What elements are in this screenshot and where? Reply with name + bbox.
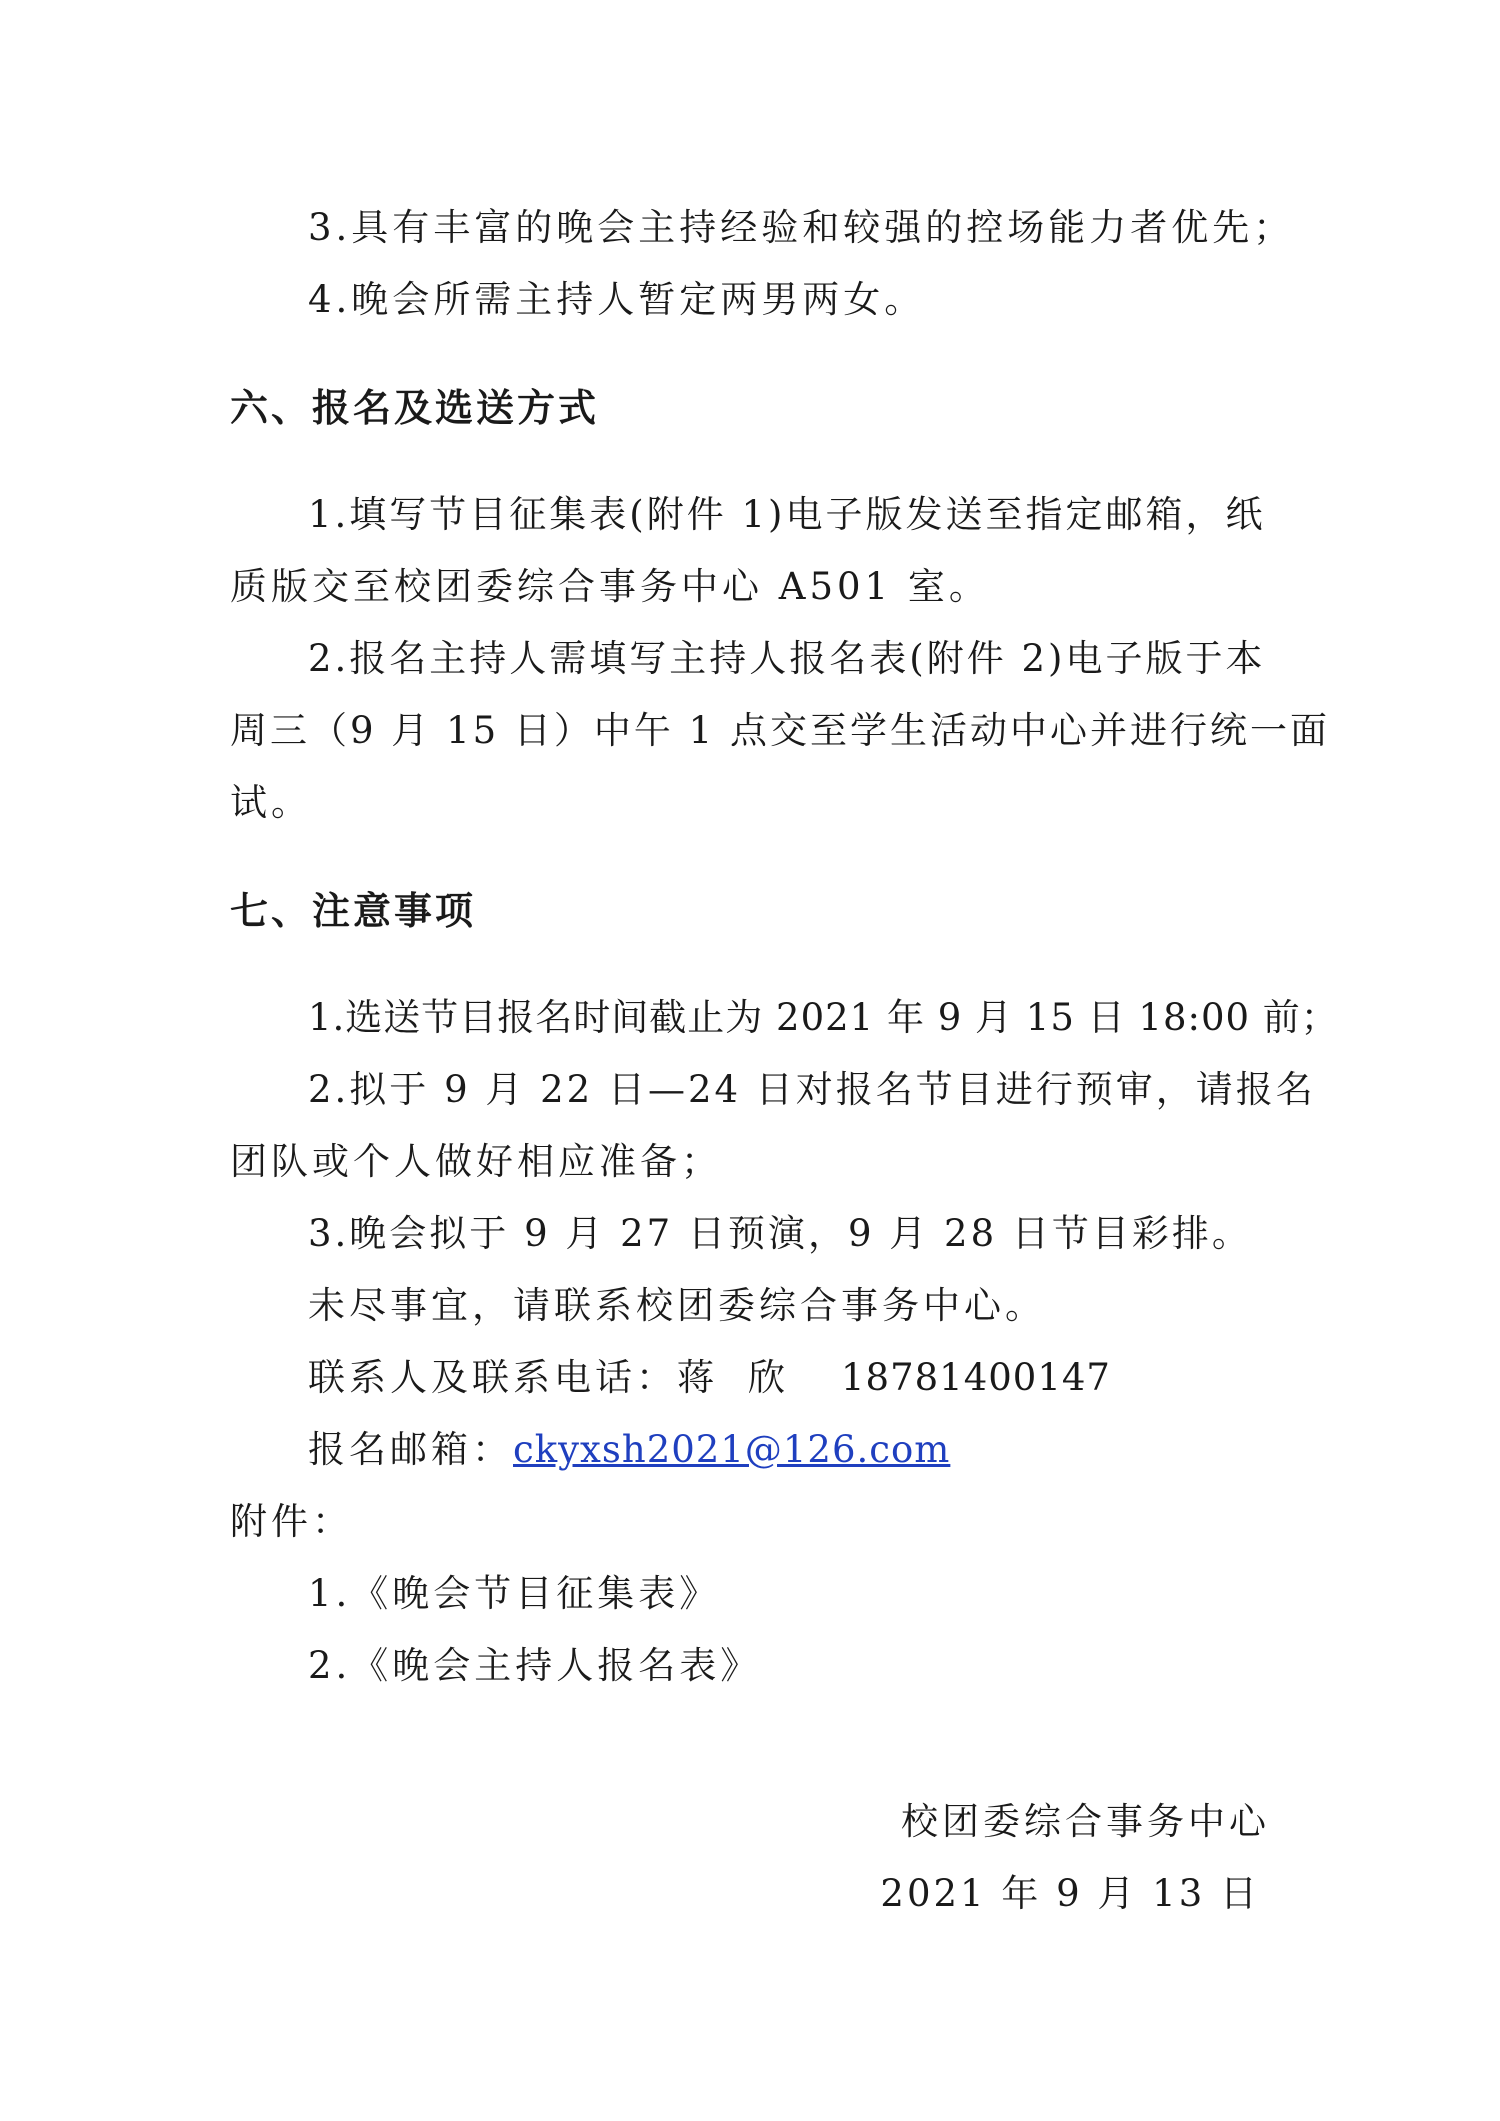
registration-item-2-line-1: 2.报名主持人需填写主持人报名表(附件 2)电子版于本 bbox=[308, 637, 1266, 680]
email-label: 报名邮箱： bbox=[308, 1428, 513, 1471]
section-heading-registration: 六、报名及选送方式 bbox=[230, 386, 600, 430]
registration-item-1-line-1: 1.填写节目征集表(附件 1)电子版发送至指定邮箱，纸 bbox=[308, 493, 1266, 536]
notes-contact-note: 未尽事宜，请联系校团委综合事务中心。 bbox=[308, 1284, 1046, 1327]
requirement-item-4: 4.晚会所需主持人暂定两男两女。 bbox=[308, 278, 926, 321]
attachment-item-2: 2.《晚会主持人报名表》 bbox=[308, 1644, 762, 1687]
registration-item-2-line-2: 周三（9 月 15 日）中午 1 点交至学生活动中心并进行统一面 bbox=[230, 709, 1330, 752]
notes-item-2-line-2: 团队或个人做好相应准备； bbox=[230, 1140, 722, 1183]
notes-item-3: 3.晚会拟于 9 月 27 日预演，9 月 28 日节目彩排。 bbox=[308, 1212, 1252, 1255]
email-line bbox=[308, 1422, 950, 1478]
registration-item-2-line-3: 试。 bbox=[230, 781, 312, 824]
registration-item-1-line-2: 质版交至校团委综合事务中心 A501 室。 bbox=[230, 565, 990, 608]
notes-item-1: 1.选送节目报名时间截止为 2021 年 9 月 15 日 18:00 前； bbox=[308, 996, 1339, 1039]
attachments-label: 附件： bbox=[230, 1500, 353, 1543]
contact-phone: 18781400147 bbox=[841, 1356, 1111, 1399]
signature-date: 2021 年 9 月 13 日 bbox=[880, 1872, 1260, 1915]
email-link[interactable]: ckyxsh2021@126.com bbox=[513, 1428, 951, 1471]
attachment-item-1: 1.《晚会节目征集表》 bbox=[308, 1572, 721, 1615]
section-heading-notes: 七、注意事项 bbox=[230, 889, 477, 933]
contact-line bbox=[308, 1350, 1111, 1406]
notes-item-2-line-1: 2.拟于 9 月 22 日—24 日对报名节目进行预审，请报名 bbox=[308, 1068, 1316, 1111]
contact-name-first: 蒋 bbox=[677, 1356, 718, 1399]
contact-label: 联系人及联系电话： bbox=[308, 1356, 677, 1399]
contact-name-second: 欣 bbox=[748, 1356, 789, 1399]
requirement-item-3: 3.具有丰富的晚会主持经验和较强的控场能力者优先； bbox=[308, 206, 1295, 249]
signature-organization: 校团委综合事务中心 bbox=[901, 1800, 1270, 1843]
